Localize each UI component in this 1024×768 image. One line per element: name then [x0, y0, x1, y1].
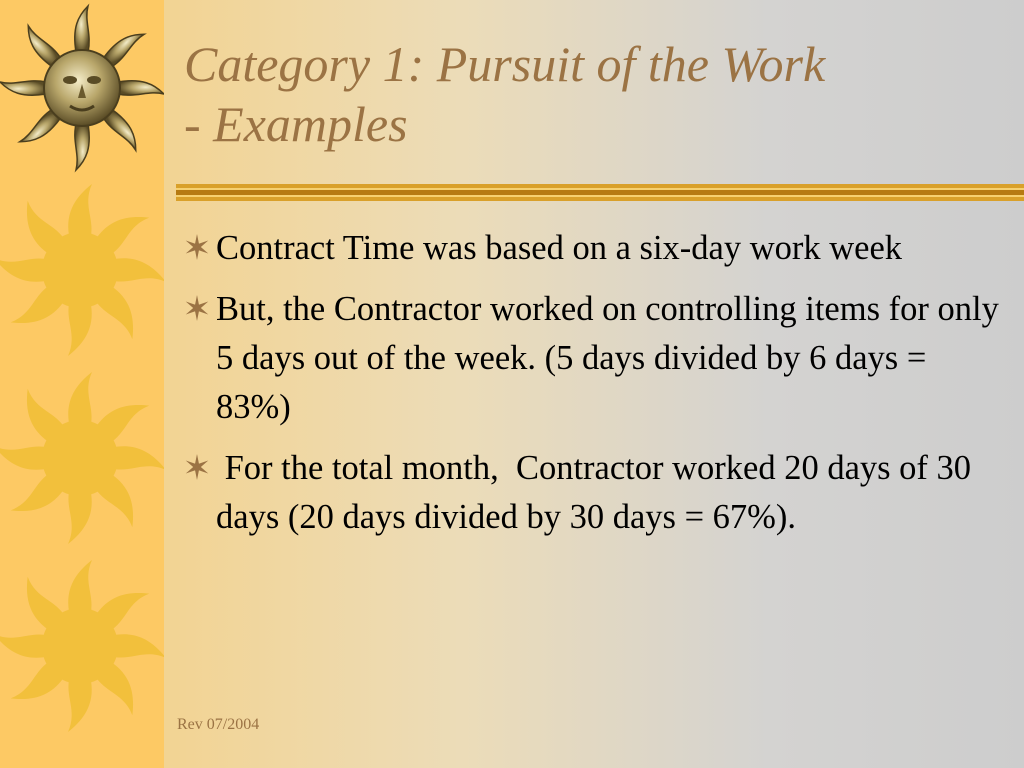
bullet-item [182, 285, 1002, 432]
revision-footer: Rev 07/2004 [177, 716, 260, 733]
six-point-star-icon [182, 232, 212, 262]
bullet-item [182, 224, 1002, 273]
six-point-star-icon [182, 293, 212, 323]
bullet-text: But, the Contractor worked on controlling items for only 5 days out of the week. (5 days divided by 6 days = 83%) [216, 290, 999, 426]
slide-title-line-2: - Examples [184, 96, 408, 152]
bullet-list [182, 224, 1002, 554]
sun-icon [0, 180, 164, 360]
slide-title [184, 34, 1014, 154]
sun-face-icon [0, 0, 164, 175]
title-divider-rule [176, 182, 1024, 204]
bullet-item [182, 444, 1002, 542]
sun-icon [0, 556, 164, 736]
bullet-text: Contract Time was based on a six-day work week [216, 229, 903, 267]
sun-icon [0, 368, 164, 548]
bullet-text: For the total month, Contractor worked 20 days of 30 days (20 days divided by 30 days = 67%). [216, 449, 980, 536]
slide-title-line-1: Category 1: Pursuit of the Work [184, 36, 826, 92]
left-decorative-strip [0, 0, 164, 768]
six-point-star-icon [182, 452, 212, 482]
